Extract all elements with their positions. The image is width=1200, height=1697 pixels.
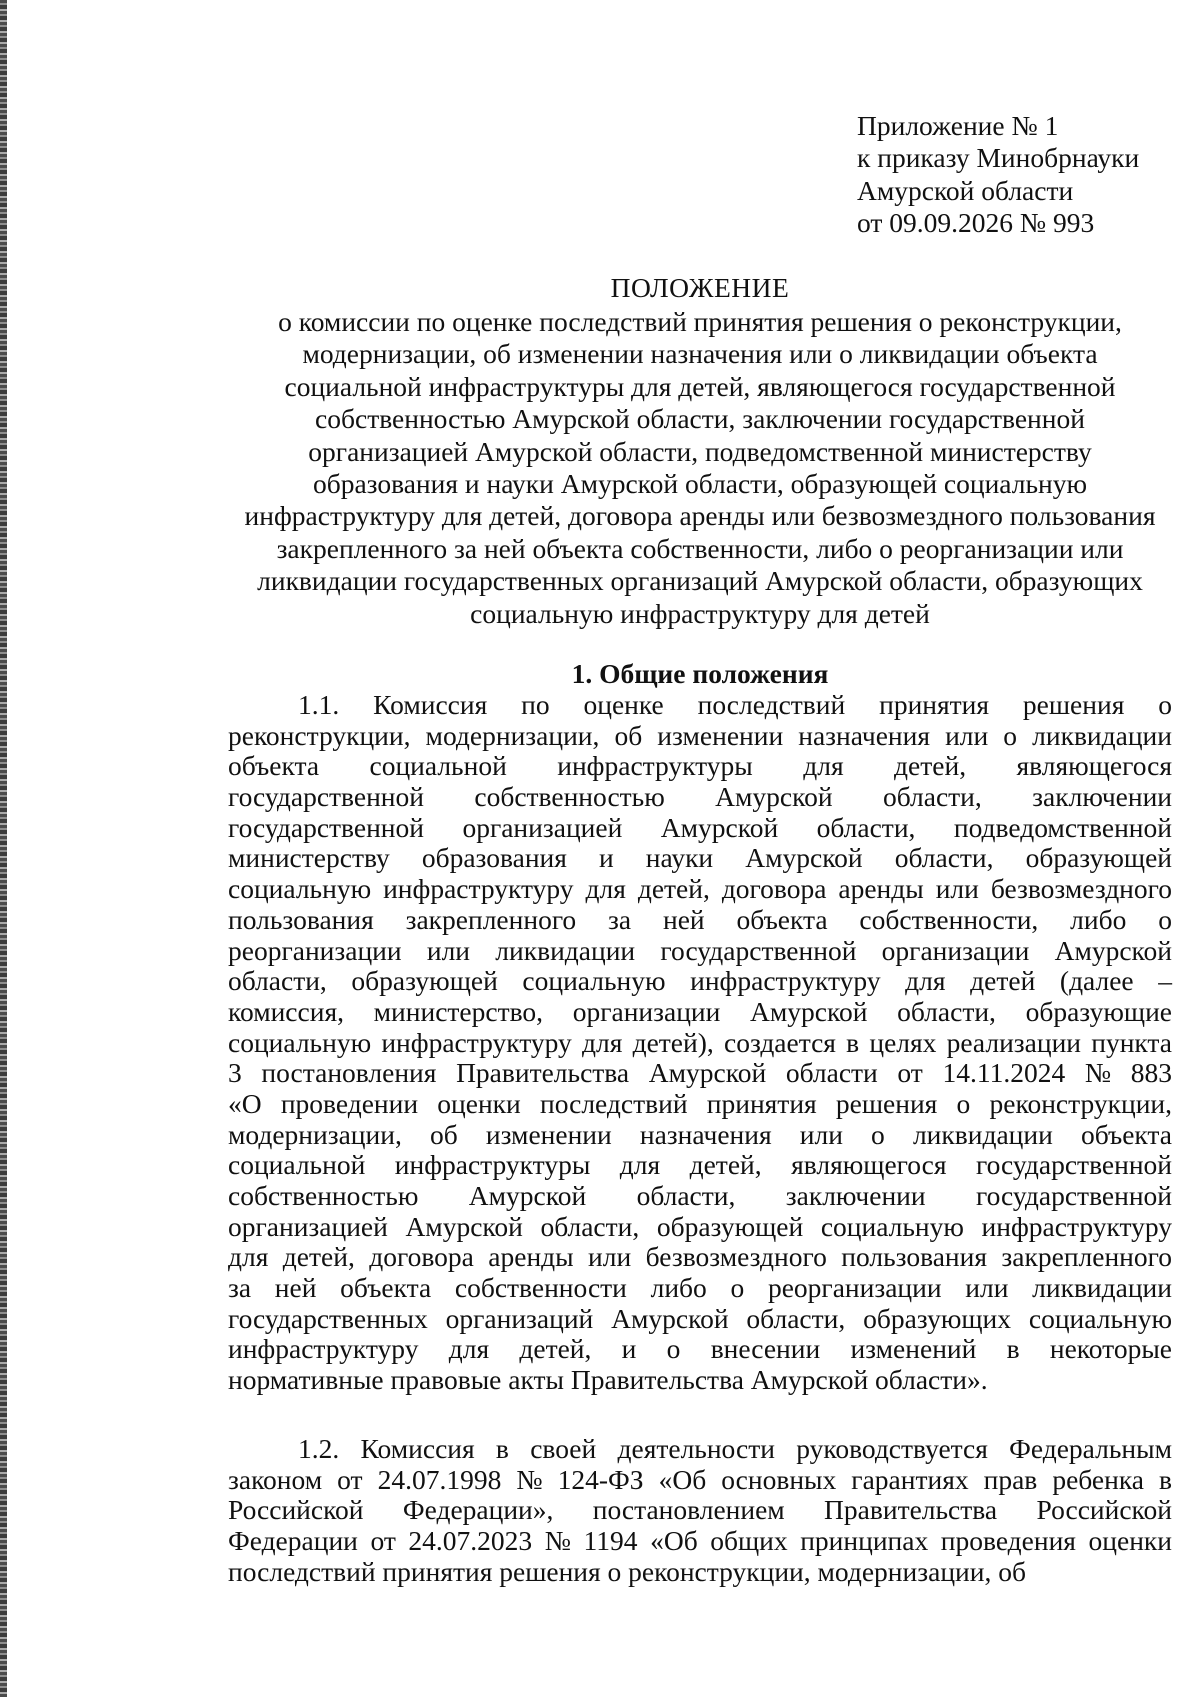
subtitle-line: закрепленного за ней объекта собственности, либо о реорганизации или [276,532,1124,564]
appendix-header [857,110,1139,239]
paragraph-line: для детей, договора аренды или безвозмездного пользования закрепленного [228,1241,1172,1273]
paragraph-1-2 [228,1434,1172,1587]
paragraph-line: модернизации, об изменении назначения или о ликвидации объекта [228,1118,1172,1150]
subtitle-line: инфраструктуру для детей, договора аренды или безвозмездного пользования [244,500,1156,532]
subtitle-line: модернизации, об изменении назначения или о ликвидации объекта [302,338,1098,370]
appendix-line: от 09.09.2026 № 993 [857,206,1095,238]
paragraph-line: нормативные правовые акты Правительства Амурской области». [228,1364,988,1396]
paragraph-line: организацией Амурской области, образующей социальную инфраструктуру [228,1210,1172,1242]
paragraph-line: социальную инфраструктуру для детей, договора аренды или безвозмездного [228,873,1172,905]
paragraph-line: комиссия, министерство, организации Амурской области, образующие [228,995,1172,1027]
subtitle-line: ликвидации государственных организаций Амурской области, образующих [257,565,1143,597]
paragraph-line: «О проведении оценки последствий принятия решения о реконструкции, [228,1087,1172,1119]
paragraph-line: государственных организаций Амурской области, образующих социальную [228,1302,1172,1334]
paragraph-line: последствий принятия решения о реконструкции, модернизации, об [228,1555,1026,1587]
paragraph-line: Федерации от 24.07.2023 № 1194 «Об общих принципах проведения оценки [228,1525,1172,1557]
paragraph-line: реконструкции, модернизации, об изменении назначения или о ликвидации [228,719,1172,751]
appendix-line: Амурской области [857,174,1074,206]
scan-edge-artifact [0,0,7,1697]
paragraph-1-1 [228,690,1172,1396]
paragraph-line: объекта социальной инфраструктуры для детей, являющегося [228,750,1172,782]
paragraph-line: 3 постановления Правительства Амурской области от 14.11.2024 № 883 [228,1057,1172,1089]
subtitle-line: собственностью Амурской области, заключении государственной [315,403,1085,435]
paragraph-line: министерству образования и науки Амурской области, образующей [228,842,1172,874]
document-subtitle [220,306,1180,630]
subtitle-line: социальную инфраструктуру для детей [470,597,930,629]
document-title: ПОЛОЖЕНИЕ [610,272,790,303]
paragraph-line: социальную инфраструктуру для детей), создается в целях реализации пункта [228,1026,1172,1058]
paragraph-line: 1.1. Комиссия по оценке последствий принятия решения о [298,689,1172,720]
paragraph-line: государственной организацией Амурской области, подведомственной [228,811,1172,843]
paragraph-line: 1.2. Комиссия в своей деятельности руководствуется Федеральным [298,1433,1172,1464]
paragraph-line: реорганизации или ликвидации государственной организации Амурской [228,934,1172,966]
paragraph-line: социальной инфраструктуры для детей, являющегося государственной [228,1149,1172,1181]
paragraph-line: области, образующей социальную инфраструктуру для детей (далее – [228,965,1172,997]
paragraph-line: Российской Федерации», постановлением Правительства Российской [228,1494,1172,1526]
paragraph-line: инфраструктуру для детей, и о внесении изменений в некоторые [228,1333,1172,1365]
paragraph-line: государственной собственностью Амурской области, заключении [228,781,1172,813]
paragraph-line: законом от 24.07.1998 № 124-ФЗ «Об основных гарантиях прав ребенка в [228,1463,1172,1495]
section-heading: 1. Общие положения [571,658,829,689]
paragraph-line: собственностью Амурской области, заключении государственной [228,1180,1172,1211]
paragraph-line: пользования закрепленного за ней объекта собственности, либо о [228,903,1172,935]
subtitle-line: организацией Амурской области, подведомственной министерству [308,435,1092,467]
appendix-line: к приказу Минобрнауки [857,142,1140,174]
subtitle-line: образования и науки Амурской области, образующей социальную [312,468,1088,500]
subtitle-line: социальной инфраструктуры для детей, являющегося государственной [284,370,1116,402]
appendix-line: Приложение № 1 [857,110,1059,141]
paragraph-line: за ней объекта собственности либо о реорганизации или ликвидации [228,1272,1172,1304]
subtitle-line: о комиссии по оценке последствий принятия решения о реконструкции, [278,306,1122,337]
